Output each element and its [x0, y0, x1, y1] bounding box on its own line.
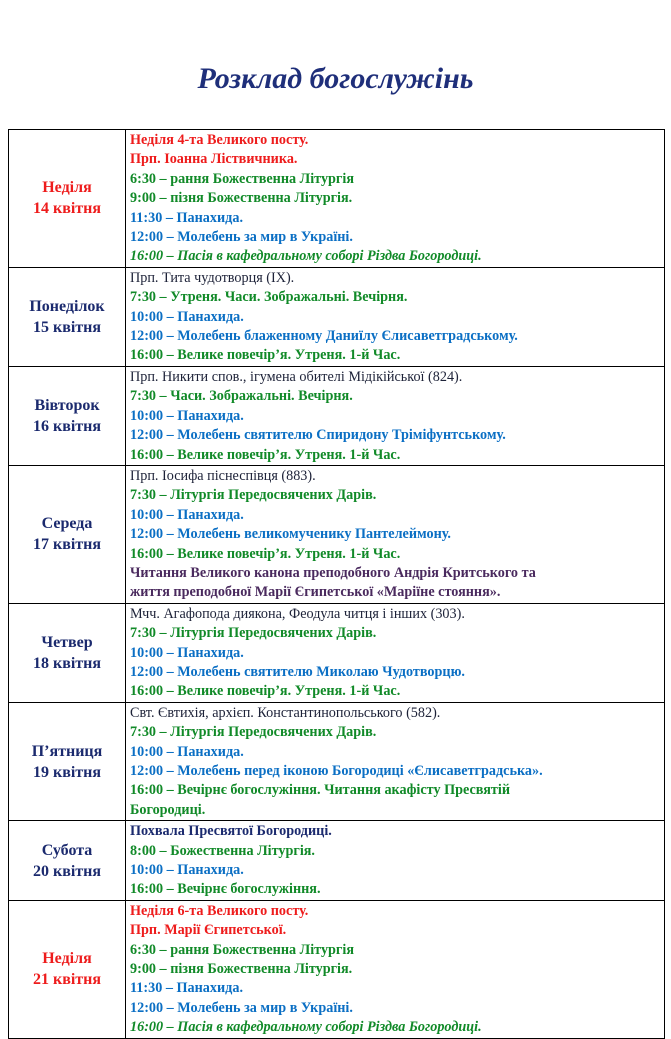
day-cell [9, 267, 126, 366]
service-line: 12:00 – Молебень перед іконою Богородиці «Єлисаветградська». [130, 763, 543, 779]
service-line: 9:00 – пізня Божественна Літургія. [130, 961, 353, 978]
page-title: Розклад богослужінь [197, 62, 474, 95]
services-cell [126, 130, 665, 268]
service-line: 10:00 – Панахида. [130, 743, 244, 760]
schedule-row [9, 900, 665, 1038]
schedule-table [8, 129, 665, 1039]
day-cell [9, 821, 126, 901]
day-cell [9, 900, 126, 1038]
schedule-row [9, 603, 665, 702]
service-line: 16:00 – Пасія в кафедральному соборі Різдва Богородиці. [130, 1019, 482, 1036]
service-line: 16:00 – Велике повечір’я. Утреня. 1-й Час. [130, 545, 401, 562]
day-cell [9, 702, 126, 820]
service-line: 12:00 – Молебень за мир в Україні. [130, 999, 353, 1016]
service-line: Неділя 4-та Великого посту. [130, 132, 309, 148]
service-line: 10:00 – Панахида. [130, 506, 244, 523]
service-line: 12:00 – Молебень святителю Спиридону Тріміфунтському. [130, 427, 506, 444]
day-cell [9, 603, 126, 702]
day-cell [9, 130, 126, 268]
service-line: Прп. Марії Єгипетської. [130, 922, 287, 939]
schedule-row [9, 702, 665, 820]
service-line: 11:30 – Панахида. [130, 980, 243, 997]
day-name: Четвер [41, 633, 93, 651]
service-line: 16:00 – Пасія в кафедральному соборі Різдва Богородиці. [130, 248, 482, 265]
service-line: 12:00 – Молебень святителю Миколаю Чудотворцю. [130, 663, 465, 680]
service-line: Прп. Никити спов., ігумена обителі Мідікійської (824). [130, 368, 463, 385]
day-date: 18 квітня [32, 654, 102, 672]
service-line: Прп. Іоанна Ліствичника. [130, 151, 298, 168]
service-line: 7:30 – Утреня. Часи. Зображальні. Вечірня. [130, 289, 408, 306]
day-date: 16 квітня [32, 417, 102, 435]
service-line: 16:00 – Велике повечір’я. Утреня. 1-й Час. [130, 446, 401, 463]
service-line: 6:30 – рання Божественна Літургія [130, 170, 354, 187]
service-line: 7:30 – Літургія Передосвячених Дарів. [130, 487, 377, 504]
day-date: 15 квітня [32, 318, 102, 336]
service-line: Читання Великого канона преподобного Андрія Критського та [130, 564, 536, 581]
service-line: 10:00 – Панахида. [130, 862, 244, 879]
day-date: 14 квітня [32, 200, 102, 218]
service-line: 9:00 – пізня Божественна Літургія. [130, 190, 353, 207]
day-name: Неділя [42, 179, 92, 197]
day-name: П’ятниця [31, 742, 103, 760]
day-cell [9, 465, 126, 603]
day-cell [9, 366, 126, 465]
service-line: Неділя 6-та Великого посту. [130, 902, 309, 919]
day-name: Понеділок [29, 297, 105, 315]
service-line: 7:30 – Літургія Передосвячених Дарів. [130, 625, 377, 642]
service-line: 10:00 – Панахида. [130, 644, 244, 661]
services-cell [126, 702, 665, 820]
schedule-row [9, 130, 665, 268]
services-cell [126, 821, 665, 901]
service-line: Прп. Іосифа піснеспівця (883). [130, 467, 316, 484]
service-line: Мчч. Агафопода диякона, Феодула читця і інших (303). [130, 605, 465, 622]
schedule-row [9, 821, 665, 901]
services-cell [126, 603, 665, 702]
services-cell [126, 267, 665, 366]
day-date: 19 квітня [32, 763, 102, 781]
service-line: 6:30 – рання Божественна Літургія [130, 941, 354, 958]
day-date: 17 квітня [32, 536, 102, 554]
day-date: 21 квітня [32, 971, 102, 989]
schedule-row [9, 267, 665, 366]
day-name: Вівторок [34, 396, 100, 414]
service-line: 7:30 – Часи. Зображальні. Вечірня. [130, 388, 353, 405]
day-name: Середа [41, 515, 93, 533]
service-line: 8:00 – Божественна Літургія. [130, 842, 315, 859]
schedule-row [9, 465, 665, 603]
service-line: 10:00 – Панахида. [130, 308, 244, 325]
day-name: Неділя [42, 950, 92, 968]
service-line: 11:30 – Панахида. [130, 209, 243, 226]
service-line: Прп. Тита чудотворця (IX). [130, 269, 295, 286]
schedule-body [9, 130, 665, 1039]
service-line: Богородиці. [130, 801, 206, 818]
service-line: 16:00 – Вечірнє богослужіння. Читання акафісту Пресвятій [130, 782, 511, 799]
service-line: Похвала Пресвятої Богородиці. [130, 823, 332, 840]
schedule-row [9, 366, 665, 465]
service-line: 16:00 – Велике повечір’я. Утреня. 1-й Час. [130, 347, 401, 364]
service-line: 10:00 – Панахида. [130, 407, 244, 424]
service-line: 12:00 – Молебень за мир в Україні. [130, 229, 353, 246]
day-date: 20 квітня [32, 862, 102, 880]
day-name: Субота [41, 841, 93, 859]
service-line: 7:30 – Літургія Передосвячених Дарів. [130, 724, 377, 741]
service-line: 12:00 – Молебень блаженному Даниїлу Єлисаветградському. [130, 328, 518, 345]
service-line: 16:00 – Вечірнє богослужіння. [130, 881, 321, 898]
service-line: життя преподобної Марії Єгипетської «Маріїне стояння». [130, 584, 501, 601]
service-line: Свт. Євтихія, архієп. Константинопольського (582). [130, 704, 441, 721]
service-line: 12:00 – Молебень великомученику Пантелеймону. [130, 526, 451, 543]
service-line: 16:00 – Велике повечір’я. Утреня. 1-й Час. [130, 683, 401, 700]
services-cell [126, 366, 665, 465]
services-cell [126, 465, 665, 603]
services-cell [126, 900, 665, 1038]
